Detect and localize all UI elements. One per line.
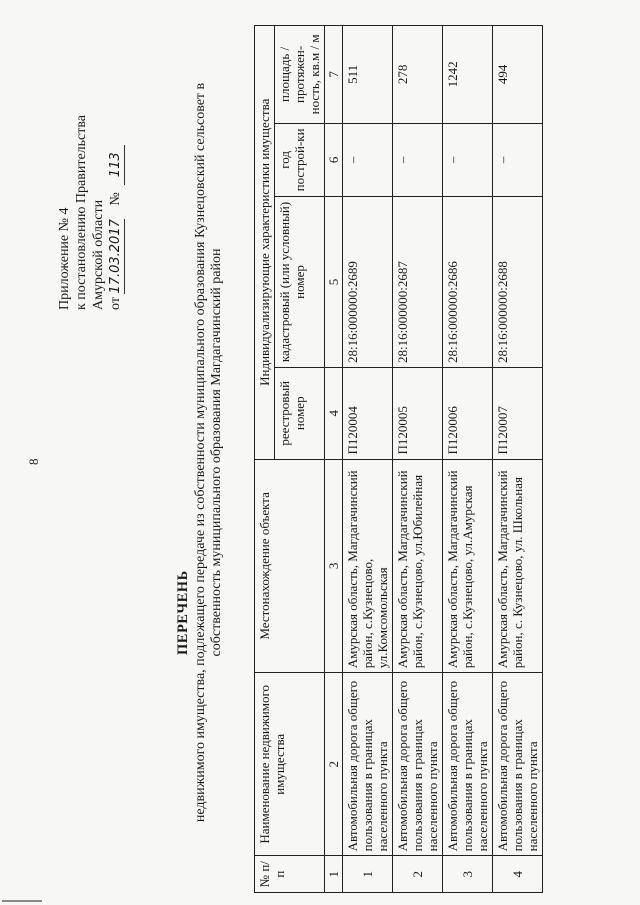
row-name: Автомобильная дорога общего пользования в границах населенного пункта	[343, 673, 393, 856]
row-location: Амурская область, Магдагачинский район, с.Кузнецово, ул.Комсомольская	[343, 459, 393, 673]
index-cell: 4	[325, 367, 343, 459]
document-title: ПЕРЕЧЕНЬ	[175, 570, 191, 655]
date-prefix: от	[108, 297, 123, 310]
header-row-1	[255, 26, 275, 893]
row-location: Амурская область, Магдагачинский район, с.Кузнецово, ул.Амурская	[443, 459, 493, 673]
row-location: Амурская область, Магдагачинский район, с. Кузнецово, ул. Школьная	[493, 459, 543, 673]
header-year: год построй-ки	[275, 123, 325, 196]
row-year: –	[443, 123, 493, 196]
appendix-block	[56, 10, 125, 310]
handwritten-number: 113	[107, 145, 125, 185]
row-location: Амурская область, Магдагачинский район, с.Кузнецово, ул.Юбилейная	[393, 459, 443, 673]
row-cadastral: 28:16:000000:2689	[343, 197, 393, 368]
row-name: Автомобильная дорога общего пользования в границах населенного пункта	[443, 673, 493, 856]
header-group: Индивидуализирующие характеристики имущества	[255, 26, 275, 460]
table-row	[393, 26, 443, 893]
scan-edge-mark	[2, 900, 42, 902]
row-name: Автомобильная дорога общего пользования в границах населенного пункта	[393, 673, 443, 856]
document-subtitle	[193, 0, 225, 905]
header-cadastral: кадастровый (или условный) номер	[275, 197, 325, 368]
appendix-date-line	[107, 10, 125, 310]
index-cell: 5	[325, 197, 343, 368]
row-area: 1242	[443, 26, 493, 124]
header-location: Местонахождение объекта	[255, 459, 325, 673]
row-area: 511	[343, 26, 393, 124]
table-row	[443, 26, 493, 893]
header-name: Наименование недвижимого имущества	[255, 673, 325, 856]
header-reg: реестровый номер	[275, 367, 325, 459]
number-prefix: №	[108, 192, 123, 206]
row-reg: П120006	[443, 367, 493, 459]
row-reg: П120004	[343, 367, 393, 459]
row-num: 2	[393, 856, 443, 893]
index-cell: 6	[325, 123, 343, 196]
appendix-line-3: Амурской области	[91, 199, 106, 310]
row-cadastral: 28:16:000000:2686	[443, 197, 493, 368]
row-reg: П120005	[393, 367, 443, 459]
row-year: –	[393, 123, 443, 196]
header-num: № п/п	[255, 856, 325, 893]
appendix-line-1: Приложение № 4	[57, 207, 72, 310]
handwritten-date: 17.03.2017	[108, 219, 123, 294]
subtitle-line-2: собственность муниципального образования Магдагачинский район	[209, 248, 224, 657]
row-cadastral: 28:16:000000:2688	[493, 197, 543, 368]
page-number: 8	[26, 458, 41, 465]
row-year: –	[343, 123, 393, 196]
row-num: 3	[443, 856, 493, 893]
property-registry-table	[254, 25, 543, 893]
row-num: 4	[493, 856, 543, 893]
subtitle-line-1: недвижимого имущества, подлежащего передаче из собственности муниципального образования Кузнецовский сельсовет в	[193, 82, 208, 823]
appendix-line-2: к постановлению Правительства	[74, 114, 89, 310]
table-row	[493, 26, 543, 893]
row-name: Автомобильная дорога общего пользования в границах населенного пункта	[493, 673, 543, 856]
index-cell: 3	[325, 459, 343, 673]
row-num: 1	[343, 856, 393, 893]
header-area: площадь / протяжен-ность, кв.м / м	[275, 26, 325, 124]
index-cell: 2	[325, 673, 343, 856]
table-row	[343, 26, 393, 893]
row-year: –	[493, 123, 543, 196]
row-area: 494	[493, 26, 543, 124]
row-area: 278	[393, 26, 443, 124]
index-cell: 7	[325, 26, 343, 124]
row-cadastral: 28:16:000000:2687	[393, 197, 443, 368]
column-index-row	[325, 26, 343, 893]
row-reg: П120007	[493, 367, 543, 459]
index-cell: 1	[325, 856, 343, 893]
